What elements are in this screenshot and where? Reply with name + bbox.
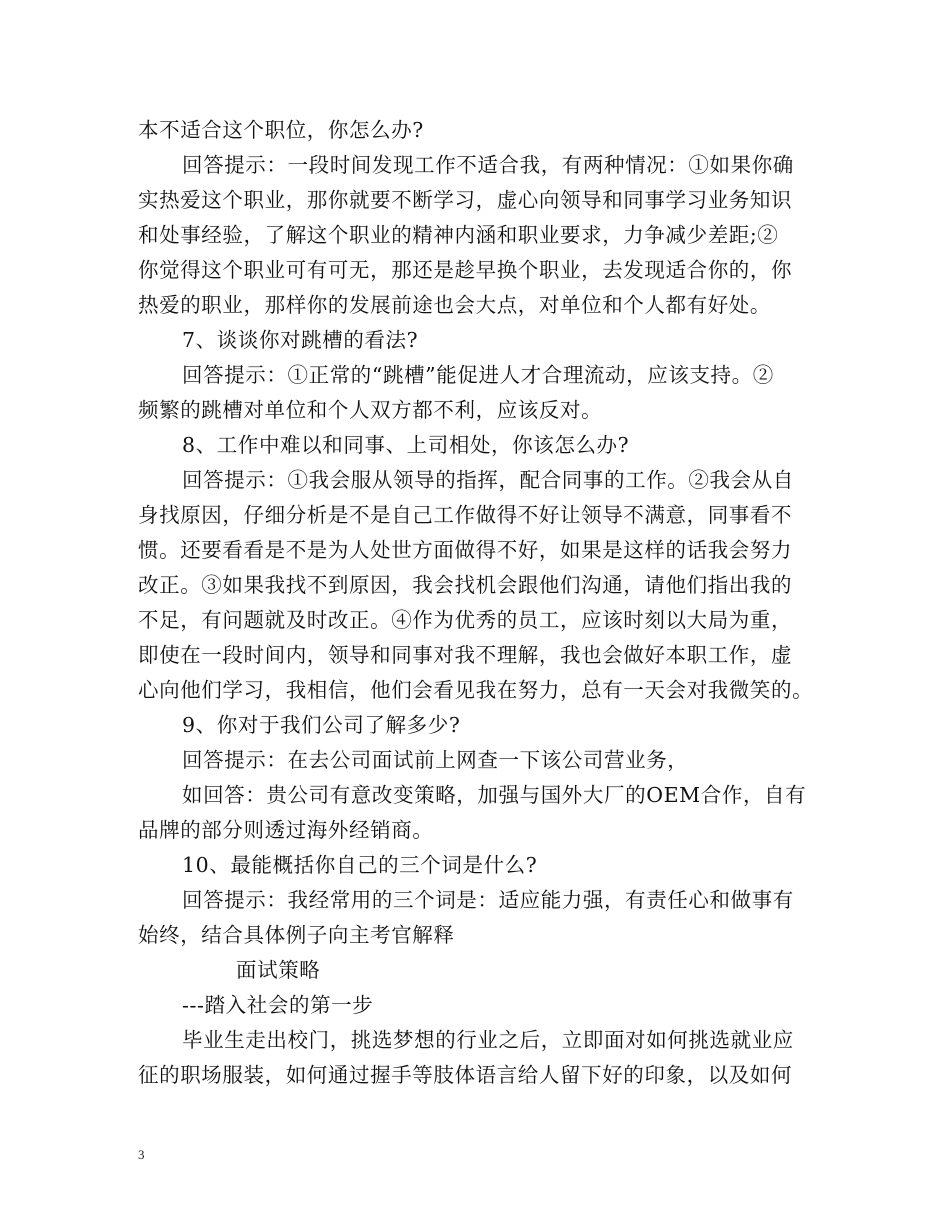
text-line: 始终，结合具体例子向主考官解释 [138,923,455,947]
question-10: 10、最能概括你自己的三个词是什么? [182,853,538,877]
body-text [138,113,828,1093]
text-line: 身找原因，仔细分析是不是自己工作做得不好让领导不满意，同事看不 [138,503,793,527]
question-7: 7、谈谈你对跳槽的看法? [182,328,419,352]
text-line: 毕业生走出校门，挑选梦想的行业之后，立即面对如何挑选就业应 [182,1028,794,1052]
text-line: 本不适合这个职位，你怎么办? [138,118,424,142]
text-line: 实热爱这个职业，那你就要不断学习，虚心向领导和同事学习业务知识 [138,188,793,212]
text-line: 回答提示：①我会服从领导的指挥，配合同事的工作。②我会从自 [182,468,794,492]
text-line: 频繁的跳槽对单位和个人双方都不利，应该反对。 [138,398,603,422]
text-line: 回答提示：我经常用的三个词是：适应能力强，有责任心和做事有 [182,888,794,912]
text-line: 不足，有问题就及时改正。④作为优秀的员工，应该时刻以大局为重， [138,608,793,632]
section-subheading: ---踏入社会的第一步 [182,993,374,1017]
text-line: 征的职场服装，如何通过握手等肢体语言给人留下好的印象，以及如何 [138,1063,793,1087]
text-line: 即使在一段时间内，领导和同事对我不理解，我也会做好本职工作，虚 [138,643,793,667]
text-line: 回答提示：①正常的“跳槽”能促进人才合理流动，应该支持。② [182,363,774,387]
text-line: 和处事经验，了解这个职业的精神内涵和职业要求，力争减少差距;② [138,223,779,247]
text-line: 如回答：贵公司有意改变策略，加强与国外大厂的OEM合作，自有 [182,783,807,807]
text-line: 心向他们学习，我相信，他们会看见我在努力，总有一天会对我微笑的。 [138,678,814,702]
page-number: 3 [138,1147,145,1162]
section-heading: 面试策略 [236,958,321,982]
text-line: 回答提示：在去公司面试前上网查一下该公司营业务， [182,748,689,772]
text-line: 惯。还要看看是不是为人处世方面做得不好，如果是这样的话我会努力 [138,538,793,562]
text-line: 回答提示：一段时间发现工作不适合我，有两种情况：①如果你确 [182,153,794,177]
question-8: 8、工作中难以和同事、上司相处，你该怎么办? [182,433,630,457]
question-9: 9、你对于我们公司了解多少? [182,713,461,737]
text-line: 改正。③如果我找不到原因，我会找机会跟他们沟通，请他们指出我的 [138,573,793,597]
text-line: 品牌的部分则透过海外经销商。 [138,818,434,842]
text-line: 热爱的职业，那样你的发展前途也会大点，对单位和个人都有好处。 [138,293,771,317]
text-line: 你觉得这个职业可有可无，那还是趁早换个职业，去发现适合你的，你 [138,258,793,282]
